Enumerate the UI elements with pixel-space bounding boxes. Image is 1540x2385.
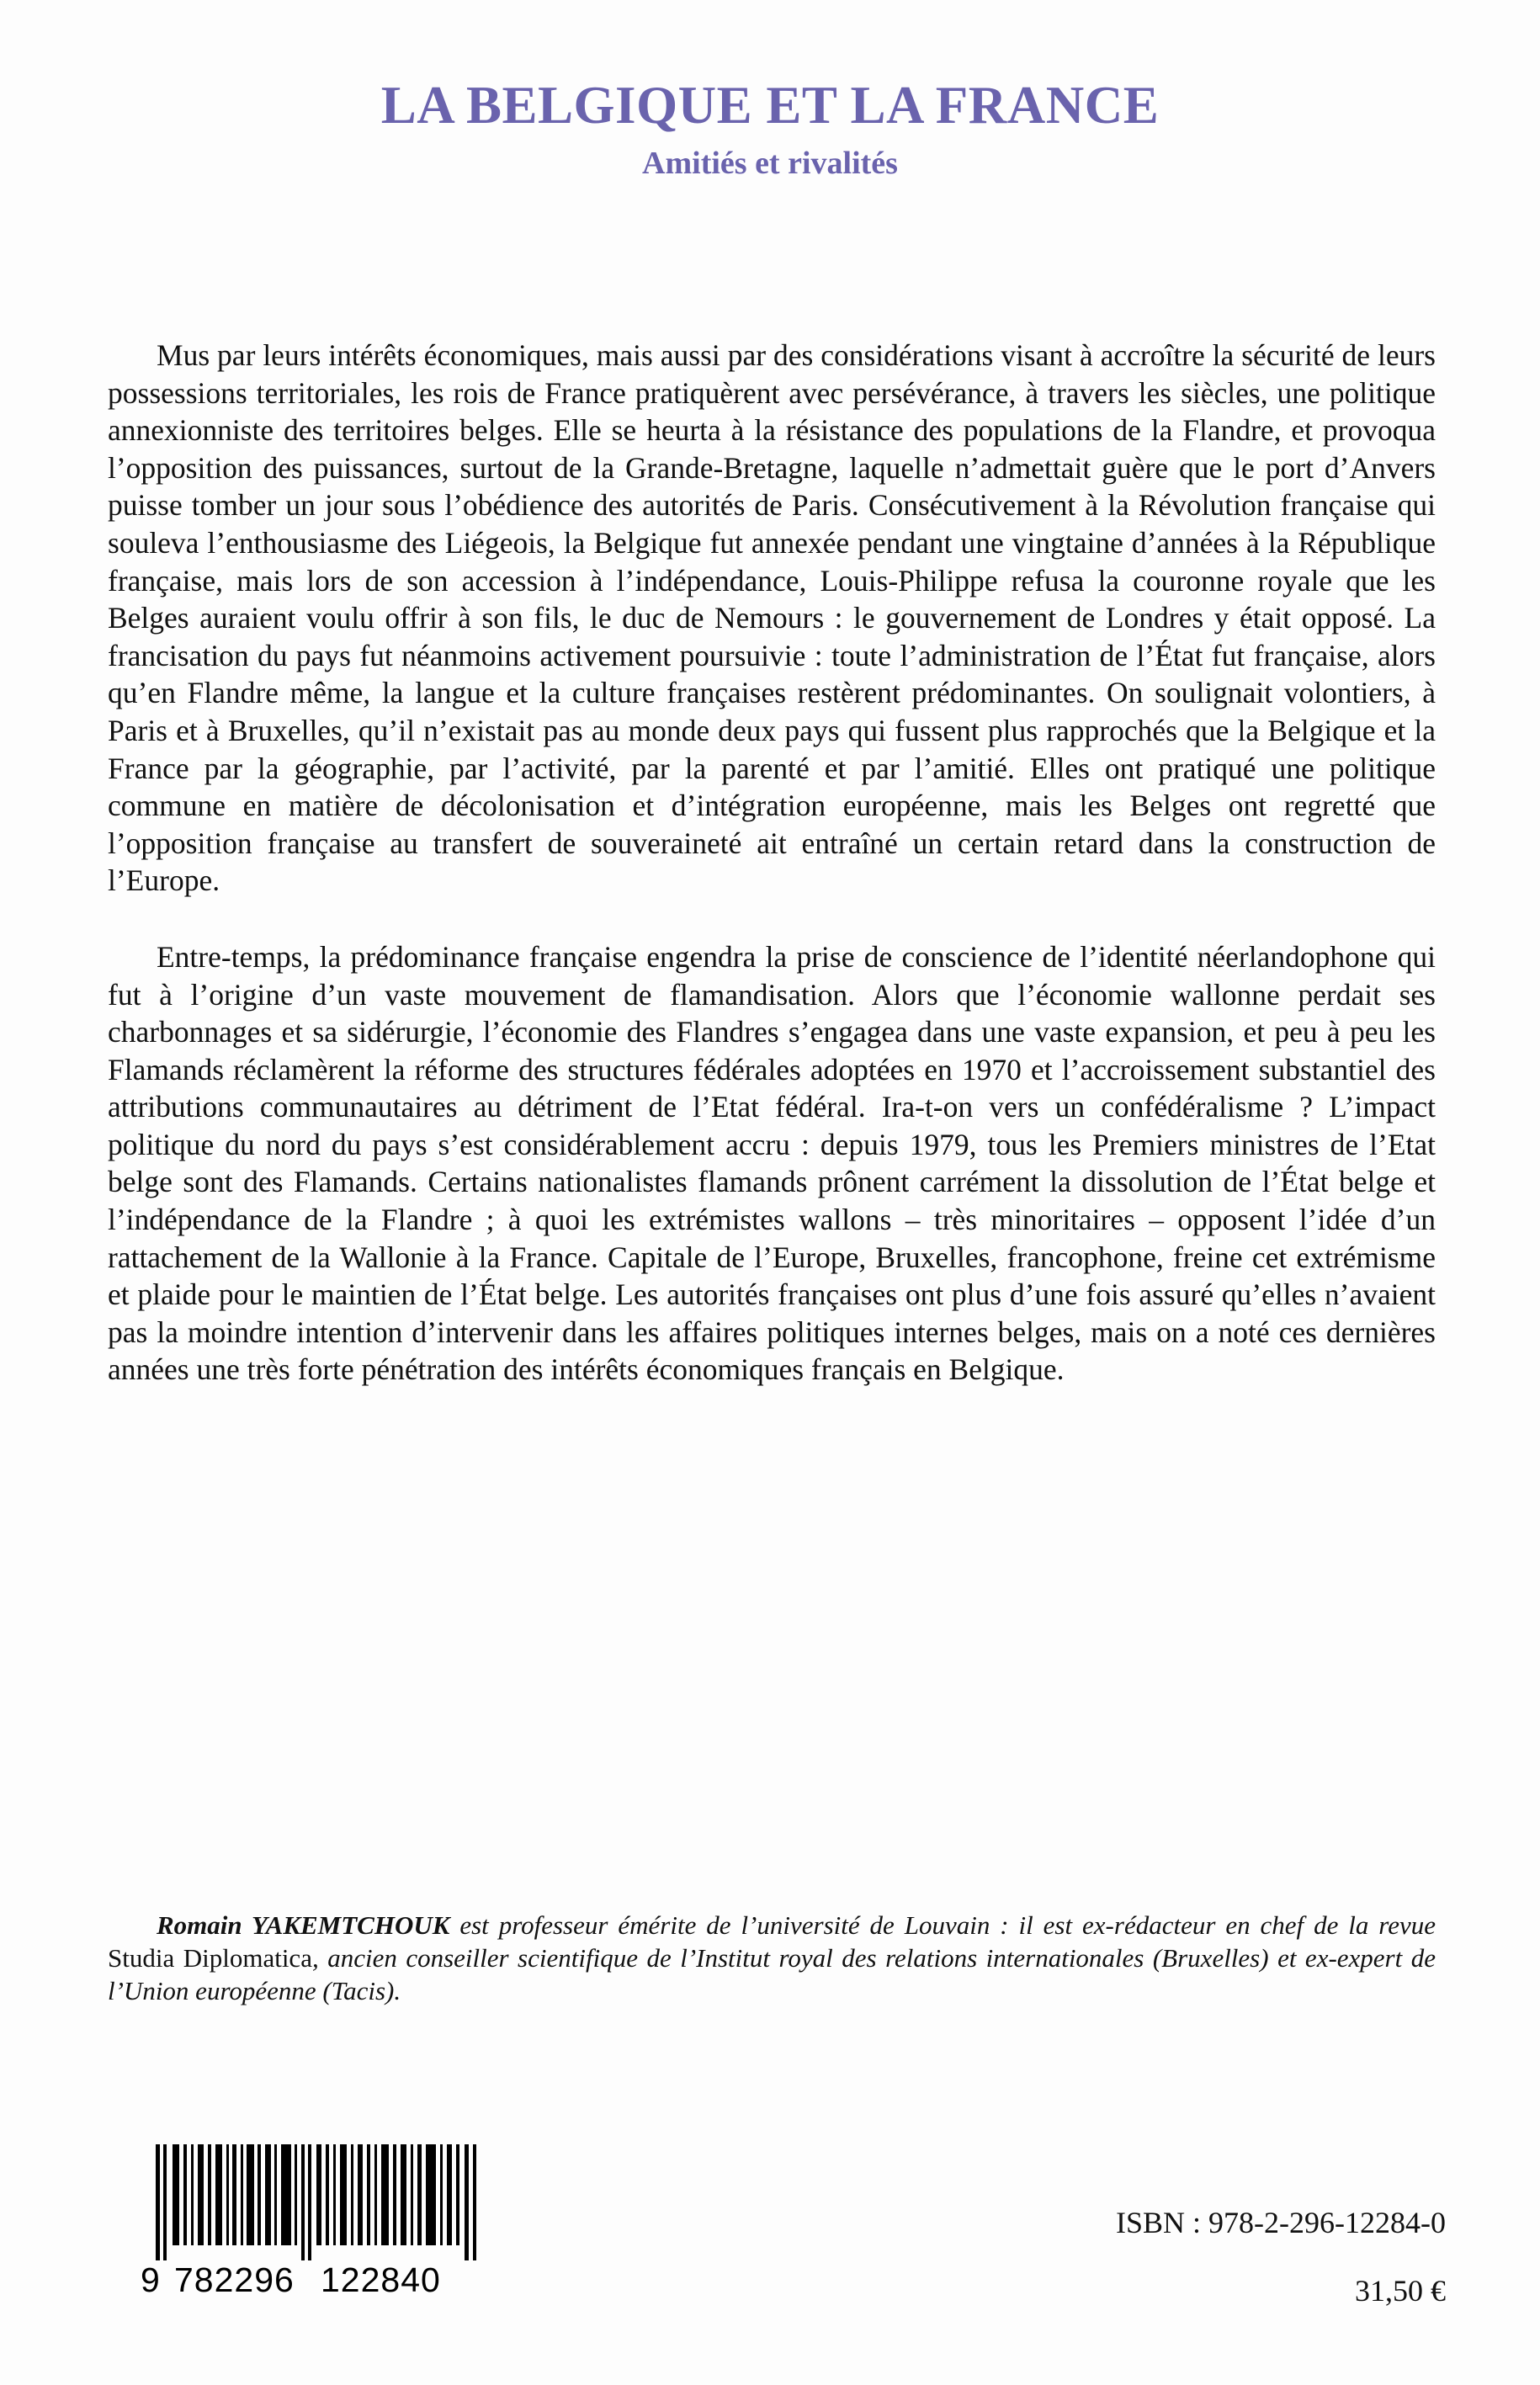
page-subtitle: Amitiés et rivalités bbox=[642, 146, 898, 182]
barcode-digits bbox=[141, 2260, 505, 2304]
blurb-text bbox=[108, 337, 1436, 1389]
barcode-group-left: 782296 bbox=[174, 2260, 295, 2299]
author-bio-after: , ancien conseiller scientifique de l’Institut royal des relations internationales (Bruxelles) et ex-expert de l’Union européenne (Tacis). bbox=[108, 1943, 1436, 2005]
author-bio-before: est professeur émérite de l’université de Louvain : il est ex-rédacteur en chef de la revue bbox=[449, 1910, 1436, 1940]
blurb-paragraph-1: Mus par leurs intérêts économiques, mais aussi par des considérations visant à accroître la sécurité de leurs possessions territoriales, les rois de France pratiquèrent avec persévérance, à travers les siècles, une politique annexionniste des territoires belges. Elle se heurta à la résistance des populations de la Flandre, et provoqua l’opposition des puissances, surtout de la Grande-Bretagne, laquelle n’admettait guère que le port d’Anvers puisse tomber un jour sous l’obédience des autorités de Paris. Consécutivement à la Révolution française qui souleva l’enthousiasme des Liégeois, la Belgique fut annexée pendant une vingtaine d’années à la République française, mais lors de son accession à l’indépendance, Louis-Philippe refusa la couronne royale que les Belges auraient voulu offrir à son fils, le duc de Nemours : le gouvernement de Londres y était opposé. La francisation du pays fut néanmoins activement poursuivie : toute l’administration de l’État fut française, alors qu’en Flandre même, la langue et la culture françaises restèrent prédominantes. On soulignait volontiers, à Paris et à Bruxelles, qu’il n’existait pas au monde deux pays qui fussent plus rapprochés que la Belgique et la France par la géographie, par l’activité, par la parenté et par l’amitié. Elles ont pratiqué une politique commune en matière de décolonisation et d’intégration européenne, mais les Belges ont regretté que l’opposition française au transfert de souveraineté ait entraîné un certain retard dans la construction de l’Europe. bbox=[108, 338, 1436, 898]
title-block bbox=[0, 77, 1540, 182]
page-title: LA BELGIQUE ET LA FRANCE bbox=[380, 76, 1160, 135]
barcode-bars-icon bbox=[156, 2144, 505, 2260]
barcode-check-digit: 9 bbox=[141, 2260, 161, 2299]
author-bio-revue: Studia Diplomatica bbox=[108, 1943, 312, 1973]
isbn-price-block bbox=[1116, 2205, 1446, 2309]
blurb-paragraph-2: Entre-temps, la prédominance française engendra la prise de conscience de l’identité néerlandophone qui fut à l’origine d’un vaste mouvement de flamandisation. Alors que l’économie wallonne perdait ses charbonnages et sa sidérurgie, l’économie des Flandres s’engagea dans une vaste expansion, et peu à peu les Flamands réclamèrent la réforme des structures fédérales adoptées en 1970 et l’accroissement substantiel des attributions communautaires au détriment de l’Etat fédéral. Ira-t-on vers un confédéralisme ? L’impact politique du nord du pays s’est considérablement accru : depuis 1979, tous les Premiers ministres de l’Etat belge sont des Flamands. Certains nationalistes flamands prônent carrément la dissolution de l’État belge et l’indépendance de la Flandre ; à quoi les extrémistes wallons – très minoritaires – opposent l’idée d’un rattachement de la Wallonie à la France. Capitale de l’Europe, Bruxelles, francophone, freine cet extrémisme et plaide pour le maintien de l’État belge. Les autorités françaises ont plus d’une fois assuré qu’elles n’avaient pas la moindre intention d’intervenir dans les affaires politiques internes belges, mais on a noté ces dernières années une très forte pénétration des intérêts économiques français en Belgique. bbox=[108, 939, 1436, 1387]
barcode bbox=[141, 2144, 518, 2304]
isbn-text: ISBN : 978-2-296-12284-0 bbox=[1116, 2206, 1446, 2239]
author-name: Romain YAKEMTCHOUK bbox=[157, 1910, 450, 1940]
author-bio bbox=[108, 1909, 1436, 2007]
price-text: 31,50 € bbox=[1355, 2274, 1446, 2308]
barcode-group-right: 122840 bbox=[321, 2260, 441, 2299]
